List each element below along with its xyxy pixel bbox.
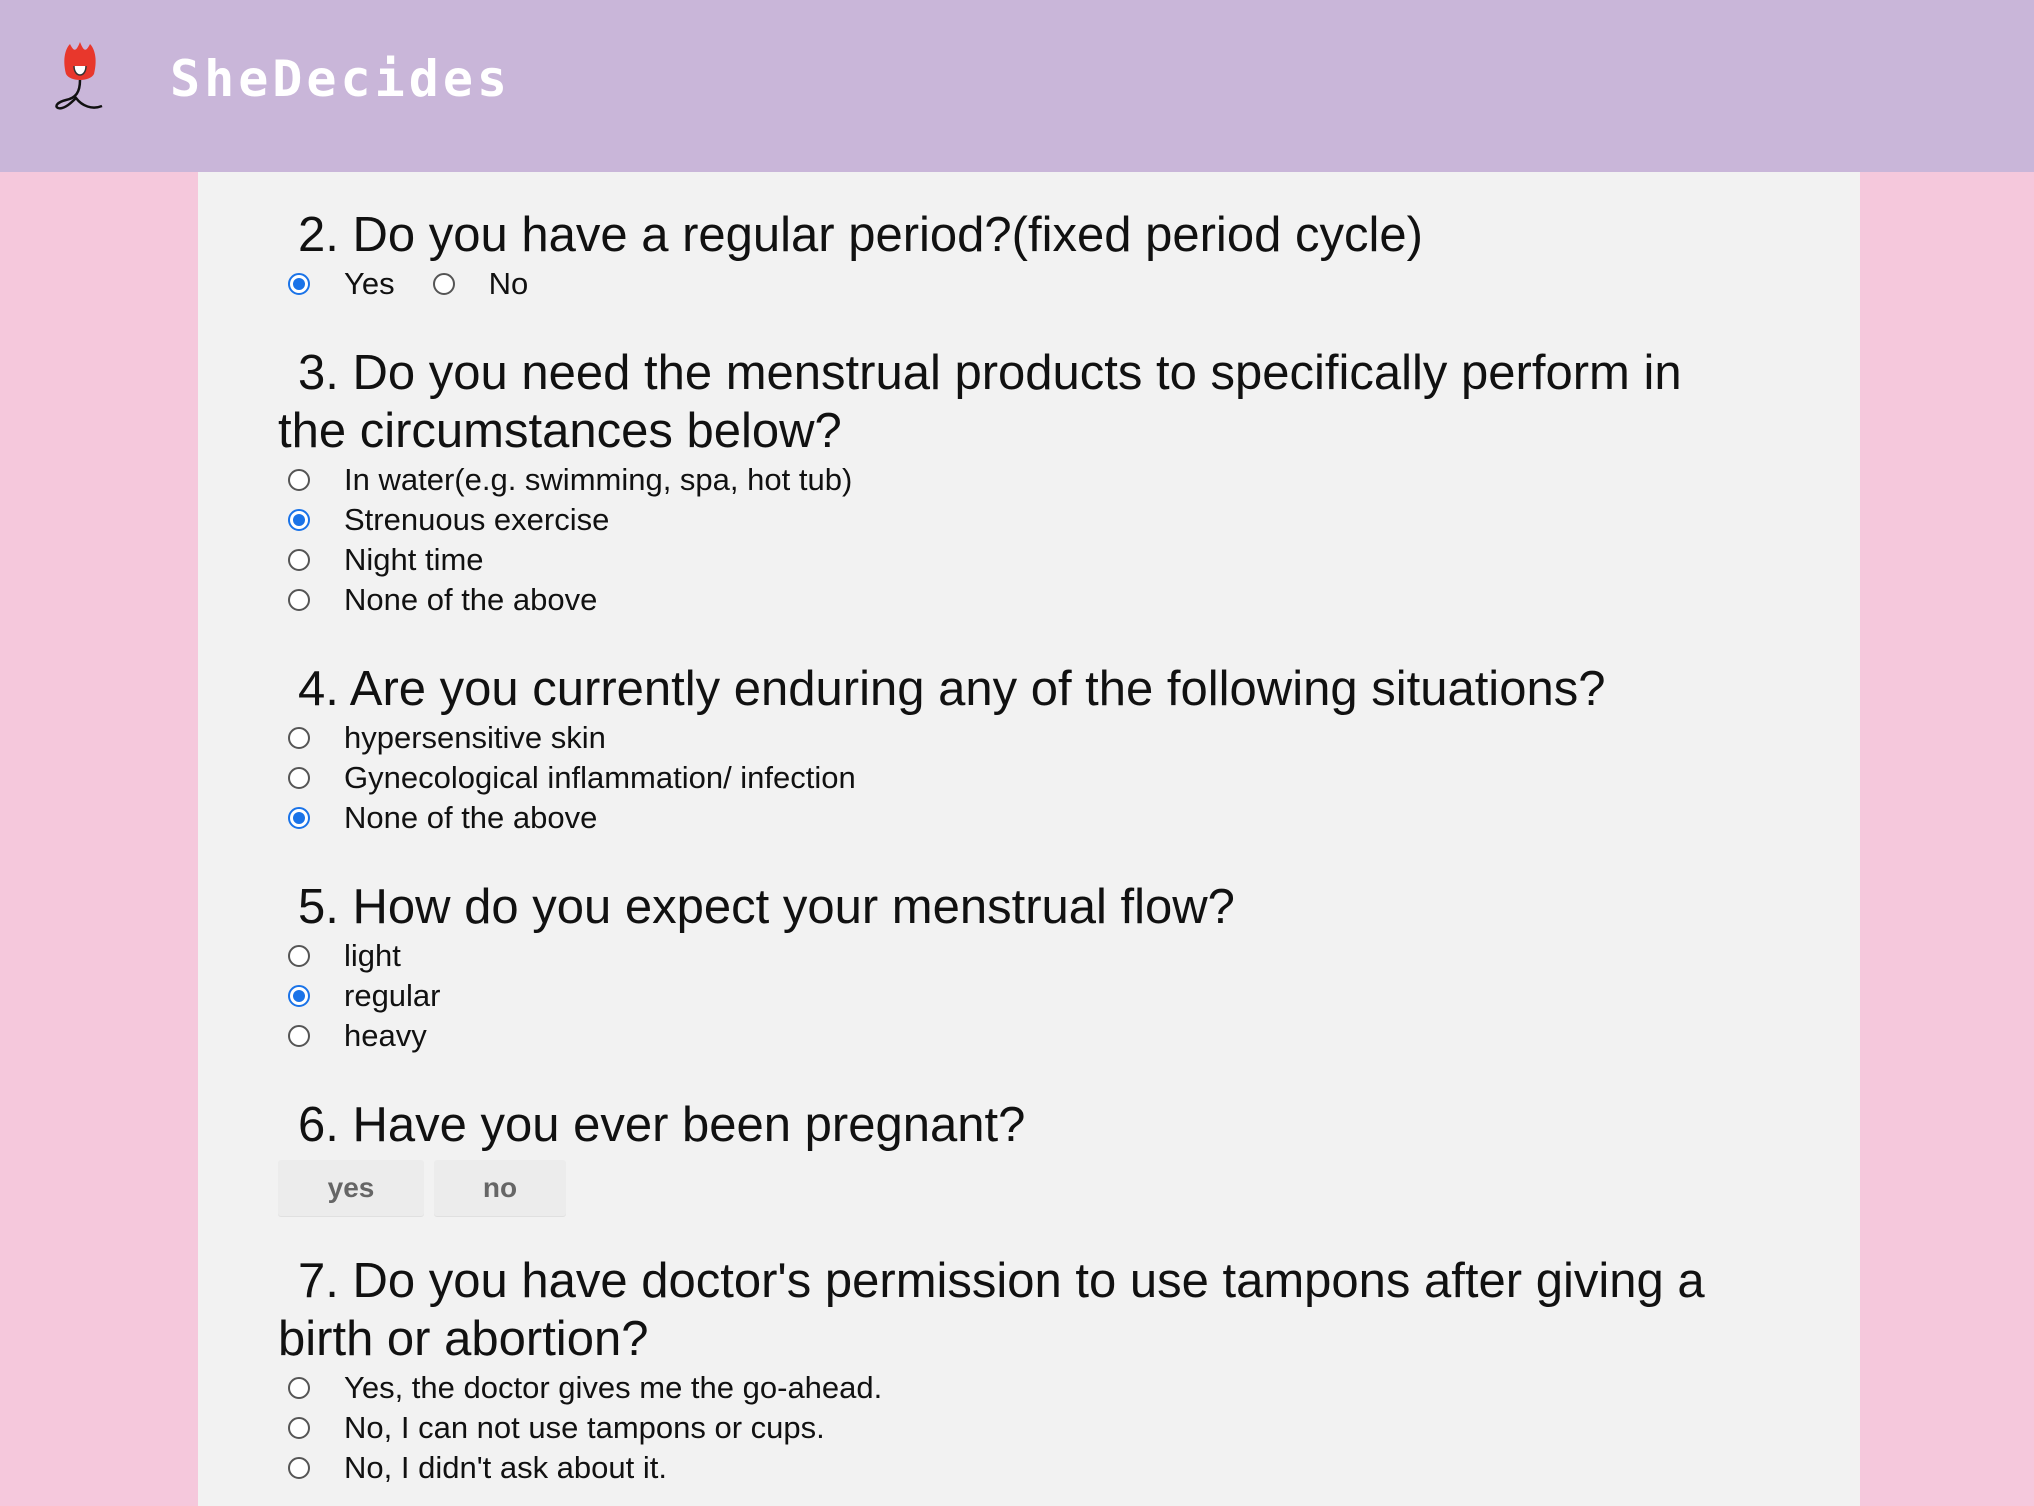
option-label: Yes, the doctor gives me the go-ahead. [344, 1370, 883, 1405]
radio-option-yes[interactable] [278, 264, 395, 304]
option-label: Gynecological inflammation/ infection [344, 760, 856, 795]
question-title: 7. Do you have doctor's permission to use tampons after giving a birth or abortion? [278, 1254, 1705, 1366]
radio-option-heavy[interactable] [278, 1016, 1738, 1056]
question-title: 6. Have you ever been pregnant? [298, 1098, 1026, 1152]
question-3 [278, 344, 1738, 620]
question-7 [278, 1252, 1738, 1488]
radio-option-strenuous-exercise[interactable] [278, 500, 1738, 540]
radio-button[interactable] [288, 945, 310, 967]
question-5 [278, 878, 1738, 1056]
radio-group [278, 264, 1738, 304]
radio-option-hypersensitive-skin[interactable] [278, 718, 1738, 758]
question-title: 2. Do you have a regular period?(fixed period cycle) [298, 208, 1423, 262]
radio-option-did-not-ask[interactable] [278, 1448, 1738, 1488]
radio-button[interactable] [288, 469, 310, 491]
radio-option-regular[interactable] [278, 976, 1738, 1016]
questionnaire-panel [198, 172, 1860, 1506]
option-label: hypersensitive skin [344, 720, 606, 755]
radio-button[interactable] [288, 1377, 310, 1399]
radio-option-cannot-use[interactable] [278, 1408, 1738, 1448]
tulip-logo-icon[interactable] [52, 40, 108, 116]
option-label: None of the above [344, 582, 598, 617]
brand-name[interactable]: SheDecides [170, 50, 512, 108]
radio-button[interactable] [288, 767, 310, 789]
option-label: In water(e.g. swimming, spa, hot tub) [344, 462, 853, 497]
radio-button[interactable] [288, 1417, 310, 1439]
radio-button[interactable] [288, 273, 310, 295]
yes-button[interactable]: yes [278, 1160, 424, 1216]
option-label: Yes [344, 266, 395, 301]
answer-buttons [278, 1160, 1738, 1216]
radio-button[interactable] [288, 807, 310, 829]
question-title: 4. Are you currently enduring any of the following situations? [298, 662, 1606, 716]
option-label: None of the above [344, 800, 598, 835]
option-label: Night time [344, 542, 484, 577]
no-button[interactable]: no [434, 1160, 566, 1216]
radio-group [278, 1368, 1738, 1488]
app-header [0, 0, 2034, 172]
option-label: heavy [344, 1018, 427, 1053]
radio-option-inflammation[interactable] [278, 758, 1738, 798]
radio-option-light[interactable] [278, 936, 1738, 976]
question-title: 3. Do you need the menstrual products to specifically perform in the circumstances below? [278, 346, 1682, 458]
radio-option-none[interactable] [278, 798, 1738, 838]
radio-group [278, 460, 1738, 620]
question-2 [278, 206, 1738, 304]
radio-button[interactable] [288, 509, 310, 531]
option-label: No, I can not use tampons or cups. [344, 1410, 825, 1445]
radio-group [278, 718, 1738, 838]
question-6 [278, 1096, 1738, 1216]
option-label: regular [344, 978, 441, 1013]
radio-option-none[interactable] [278, 580, 1738, 620]
radio-option-no[interactable] [395, 264, 529, 304]
radio-group [278, 936, 1738, 1056]
option-label: Strenuous exercise [344, 502, 610, 537]
option-label: No [488, 266, 529, 301]
option-label: light [344, 938, 401, 973]
radio-button[interactable] [288, 727, 310, 749]
radio-button[interactable] [288, 549, 310, 571]
radio-option-doctor-go-ahead[interactable] [278, 1368, 1738, 1408]
radio-button[interactable] [288, 1025, 310, 1047]
radio-button[interactable] [288, 985, 310, 1007]
radio-button[interactable] [288, 1457, 310, 1479]
radio-button[interactable] [288, 589, 310, 611]
question-4 [278, 660, 1738, 838]
radio-option-in-water[interactable] [278, 460, 1738, 500]
option-label: No, I didn't ask about it. [344, 1450, 667, 1485]
radio-option-night-time[interactable] [278, 540, 1738, 580]
question-title: 5. How do you expect your menstrual flow? [298, 880, 1235, 934]
radio-button[interactable] [433, 273, 455, 295]
